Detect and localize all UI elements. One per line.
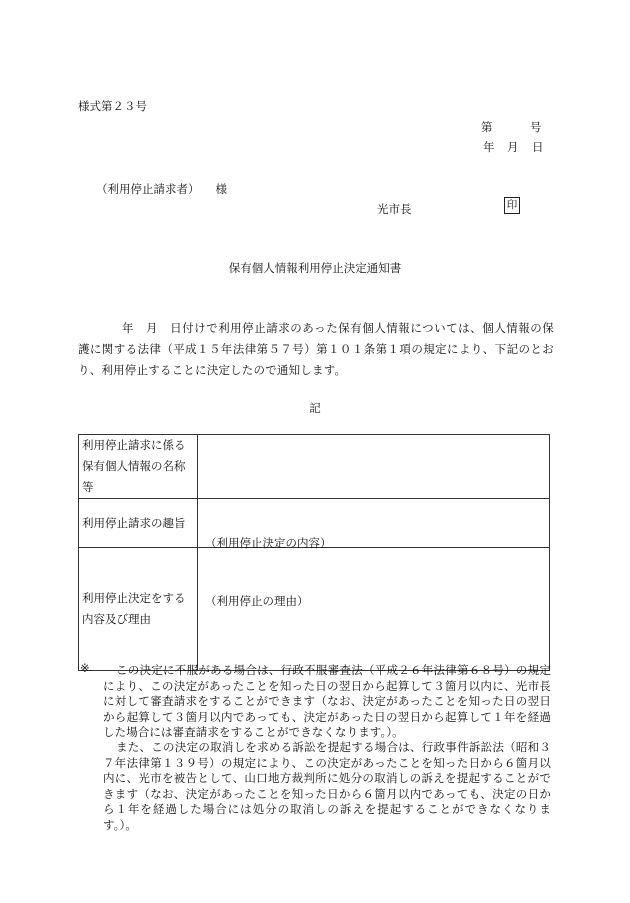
document-number-suffix: 号 — [530, 120, 542, 134]
table-row — [79, 548, 550, 671]
document-title: 保有個人情報利用停止決定通知書 — [228, 261, 402, 275]
issuer-name: 光市長 — [377, 202, 412, 216]
table-row — [79, 435, 550, 499]
form-number: 様式第２３号 — [78, 99, 147, 113]
date-year-label: 年 — [483, 140, 495, 154]
record-table — [78, 434, 550, 671]
date-month-label: 月 — [507, 140, 519, 154]
date-day-label: 日 — [532, 140, 544, 154]
addressee-line — [96, 181, 227, 197]
row-label-request-purpose: 利用停止請求の趣旨 — [79, 499, 198, 548]
ki-heading: 記 — [309, 401, 321, 415]
decision-content-label: （利用停止決定の内容） — [205, 536, 332, 550]
decision-reason-label: （利用停止の理由） — [205, 594, 309, 608]
requester-placeholder: （利用停止請求者） — [96, 182, 200, 196]
note-paragraph-appeal: この決定に不服がある場合は、行政不服審査法（平成２６年法律第６８号）の規定により、この決定があったことを知った日の翌日から起算して３箇月以内に、光市長に対して審査請求をすることができます（なお、決定があったことを知った日の翌日から起算して３箇月以内であっても、決定があった日の翌日から起算して１年を経過した場合には審査請求をすることができなくなります。）。 — [103, 663, 551, 739]
note-paragraph-lawsuit: また、この決定の取消しを求める訴訟を提起する場合は、行政事件訴訟法（昭和３７年法律第１３９号）の規定により、この決定があったことを知った日から６箇月以内に、光市を被告として、山口地方裁判所に処分の取消しの訴えを提起することができます（なお、決定があったことを知った日から６箇月以内であっても、決定の日から１年を経過した場合には処分の取消しの訴えを提起することができなくなります。）。 — [103, 740, 551, 832]
document-number-prefix: 第 — [481, 120, 493, 134]
row-label-personal-info-name: 利用停止請求に係る保有個人情報の名称等 — [79, 435, 198, 499]
row-value-personal-info-name — [198, 435, 550, 499]
honorific: 様 — [215, 182, 227, 196]
note-mark: ※ — [80, 661, 90, 675]
seal-stamp-box: 印 — [504, 197, 520, 214]
row-label-decision-and-reason: 利用停止決定をする内容及び理由 — [79, 548, 198, 671]
body-paragraph: 年 月 日付けで利用停止請求のあった保有個人情報については、個人情報の保護に関する法律（平成１５年法律第５７号）第１０１条第１項の規定により、下記のとおり、利用停止することに決定したので通知します。 — [78, 321, 554, 377]
row-value-decision-and-reason — [198, 548, 550, 671]
